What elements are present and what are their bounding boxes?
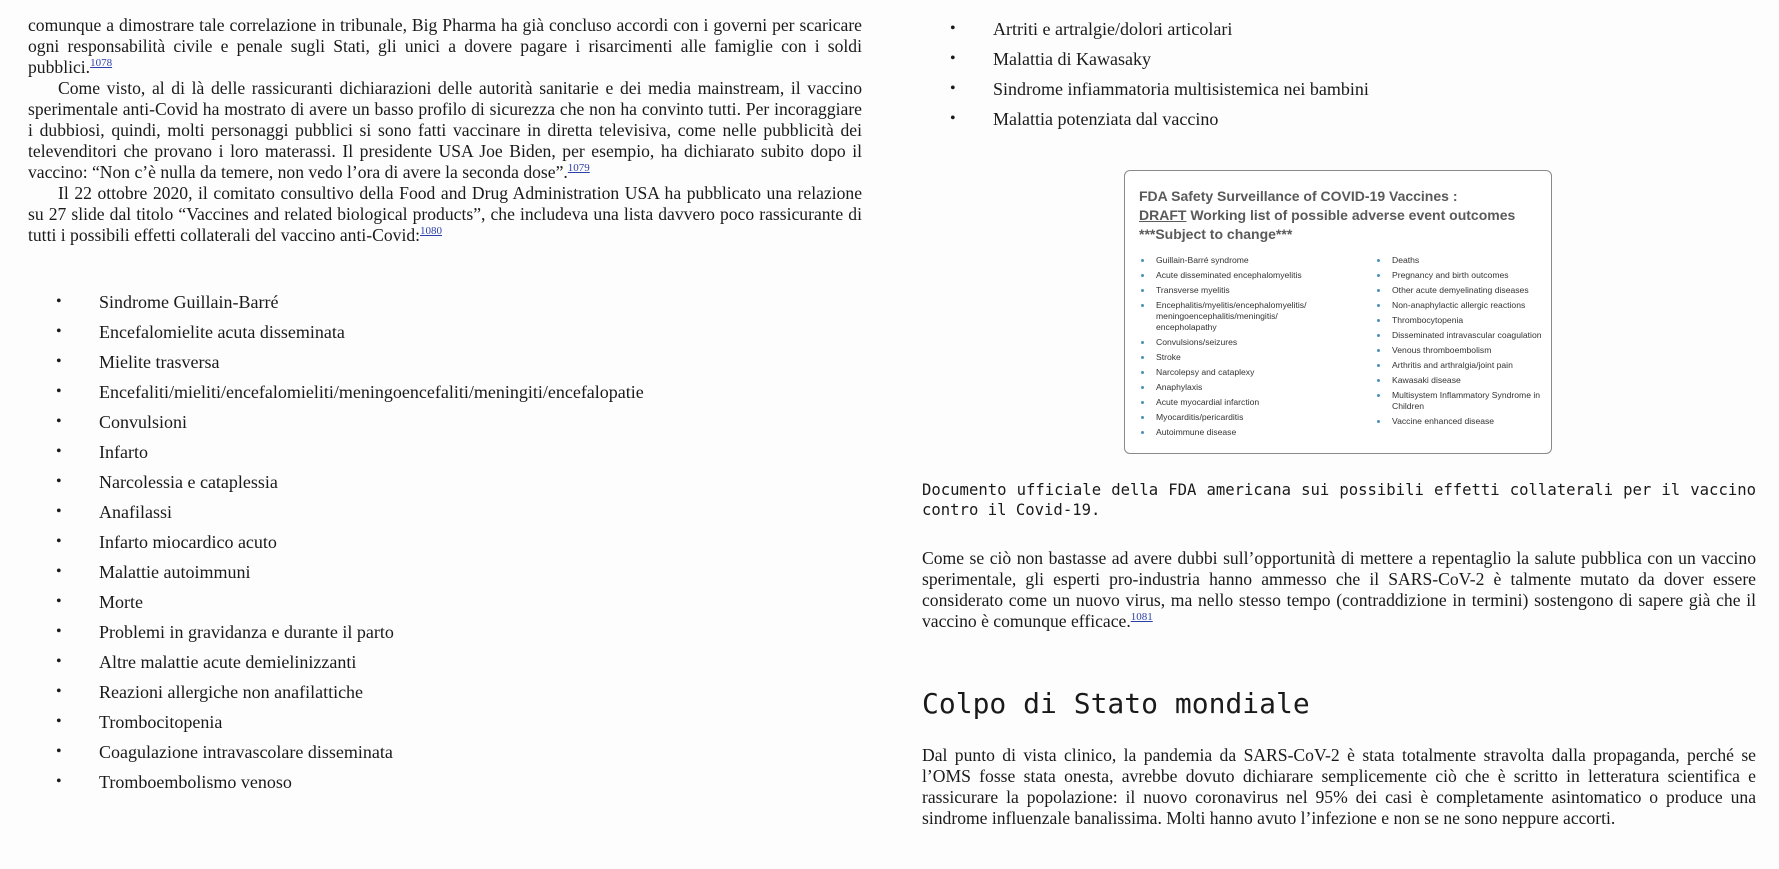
image-caption: Documento ufficiale della FDA americana sui possibili effetti collaterali per il vaccino contro il Covid-19. <box>922 481 1756 519</box>
side-effect-item-label: Sindrome infiammatoria multisistemica nei bambini <box>993 79 1369 99</box>
bullet-icon: • <box>56 773 62 790</box>
side-effect-item <box>28 437 862 467</box>
bullet-icon: • <box>56 413 62 430</box>
fda-outcome-item: Narcolepsy and cataplexy <box>1137 367 1337 378</box>
side-effect-item <box>922 74 1756 104</box>
fda-outcome-item: Thrombocytopenia <box>1373 315 1543 326</box>
side-effect-item-label: Mielite trasversa <box>99 352 220 372</box>
side-effect-item <box>28 737 862 767</box>
footnote-link[interactable]: 1081 <box>1130 611 1153 624</box>
bullet-icon: • <box>950 80 956 97</box>
side-effect-item <box>28 497 862 527</box>
side-effect-item-label: Artriti e artralgie/dolori articolari <box>993 19 1233 39</box>
side-effect-item <box>28 647 862 677</box>
fda-outcome-item: Stroke <box>1137 352 1337 363</box>
side-effect-item-label: Infarto <box>99 442 148 462</box>
bullet-icon: • <box>950 110 956 127</box>
fda-outcome-item: Other acute demyelinating diseases <box>1373 285 1543 296</box>
fda-slide-image <box>1124 170 1552 454</box>
side-effect-item <box>28 677 862 707</box>
side-effect-item-label: Coagulazione intravascolare disseminata <box>99 742 393 762</box>
side-effect-item-label: Infarto miocardico acuto <box>99 532 277 552</box>
side-effect-item-label: Encefalomielite acuta disseminata <box>99 322 345 342</box>
bullet-icon: • <box>950 20 956 37</box>
side-effect-item <box>28 527 862 557</box>
bullet-icon: • <box>56 473 62 490</box>
bullet-icon: • <box>56 743 62 760</box>
side-effect-item-label: Encefaliti/mieliti/encefalomieliti/meningoencefaliti/meningiti/encefalopatie <box>99 382 644 402</box>
bullet-icon: • <box>56 323 62 340</box>
bullet-icon: • <box>56 713 62 730</box>
footnote-ref-1078[interactable] <box>90 57 112 69</box>
bullet-icon: • <box>56 593 62 610</box>
side-effect-item-label: Narcolessia e cataplessia <box>99 472 278 492</box>
side-effects-list-continued <box>922 14 1756 134</box>
footnote-ref-1079[interactable] <box>568 162 590 174</box>
side-effect-item-label: Sindrome Guillain-Barré <box>99 292 279 312</box>
draft-label: DRAFT <box>1139 207 1187 223</box>
side-effect-item <box>922 14 1756 44</box>
bullet-icon: • <box>56 563 62 580</box>
fda-slide-title: FDA Safety Surveillance of COVID-19 Vaccines : DRAFT Working list of possible adverse event outcomes ***Subject to change*** <box>1139 188 1516 242</box>
bullet-icon: • <box>56 443 62 460</box>
bullet-icon: • <box>56 533 62 550</box>
side-effect-item <box>922 104 1756 134</box>
fda-list-left <box>1137 255 1337 442</box>
fda-outcome-item: Autoimmune disease <box>1137 427 1337 438</box>
bullet-icon: • <box>56 383 62 400</box>
paragraph-settlement: comunque a dimostrare tale correlazione in tribunale, Big Pharma ha già concluso accordi con i governi per scaricare ogni responsabilità civile e penale sugli Stati, gli unici a dovere pagare i risarcimenti alle famiglie con i soldi pubblici.$^{1078}$ <box>28 15 862 77</box>
fda-outcome-item: Vaccine enhanced disease <box>1373 416 1543 427</box>
fda-outcome-item: Convulsions/seizures <box>1137 337 1337 348</box>
side-effect-item <box>28 587 862 617</box>
bullet-icon: • <box>56 623 62 640</box>
side-effect-item-label: Malattia potenziata dal vaccino <box>993 109 1219 129</box>
fda-outcome-item: Multisystem Inflammatory Syndrome in Children <box>1373 390 1543 412</box>
side-effect-item-label: Morte <box>99 592 143 612</box>
fda-list-right <box>1373 255 1543 431</box>
fda-outcome-item: Myocarditis/pericarditis <box>1137 412 1337 423</box>
fda-outcome-item: Arthritis and arthralgia/joint pain <box>1373 360 1543 371</box>
footnote-link[interactable]: 1079 <box>567 162 590 175</box>
side-effect-item <box>922 44 1756 74</box>
fda-outcome-item: Anaphylaxis <box>1137 382 1337 393</box>
section-heading: Colpo di Stato mondiale <box>922 687 1310 720</box>
side-effect-item <box>28 377 862 407</box>
side-effect-item-label: Malattie autoimmuni <box>99 562 251 582</box>
fda-outcome-item: Transverse myelitis <box>1137 285 1337 296</box>
footnote-ref-1081[interactable] <box>1131 611 1153 623</box>
side-effect-item <box>28 467 862 497</box>
side-effect-item-label: Trombocitopenia <box>99 712 223 732</box>
side-effect-item-label: Problemi in gravidanza e durante il parto <box>99 622 394 642</box>
fda-outcome-item: Disseminated intravascular coagulation <box>1373 330 1543 341</box>
footnote-link[interactable]: 1078 <box>90 57 113 70</box>
fda-outcome-item: Non-anaphylactic allergic reactions <box>1373 300 1543 311</box>
side-effect-item <box>28 287 862 317</box>
bullet-icon: • <box>950 50 956 67</box>
fda-outcome-item: Pregnancy and birth outcomes <box>1373 270 1543 281</box>
fda-outcome-item: Kawasaki disease <box>1373 375 1543 386</box>
side-effect-item-label: Reazioni allergiche non anafilattiche <box>99 682 364 702</box>
bullet-icon: • <box>56 503 62 520</box>
paragraph-public-figures: Come visto, al di là delle rassicuranti dichiarazioni delle autorità sanitarie e dei media mainstream, il vaccino sperimentale anti-Covid ha mostrato di avere un basso profilo di sicurezza che non ha convinto tutti. Per incoraggiare i dubbiosi, quindi, molti personaggi pubblici si sono fatti vaccinare in diretta televisiva, come nelle pubblicità dei televenditori che provano i loro materassi. Il presidente USA Joe Biden, per esempio, ha dichiarato subito dopo il vaccino: “Non c’è nulla da temere, non vedo l’ora di avere la seconda dose”.$^{1079}$ <box>28 78 862 182</box>
side-effect-item-label: Malattia di Kawasaky <box>993 49 1151 69</box>
side-effect-item <box>28 557 862 587</box>
fda-outcome-item: Acute myocardial infarction <box>1137 397 1337 408</box>
side-effect-item <box>28 407 862 437</box>
bullet-icon: • <box>56 293 62 310</box>
side-effect-item <box>28 317 862 347</box>
left-column <box>28 0 862 797</box>
fda-outcome-item: Deaths <box>1373 255 1543 266</box>
side-effect-item <box>28 347 862 377</box>
bullet-icon: • <box>56 353 62 370</box>
side-effect-item-label: Tromboembolismo venoso <box>99 772 292 792</box>
right-column <box>922 0 1756 134</box>
fda-outcome-item: Encephalitis/myelitis/encephalomyelitis/ meningoencephalitis/meningitis/ encepholapathy <box>1137 300 1337 333</box>
footnote-link[interactable]: 1080 <box>420 225 443 238</box>
side-effect-item <box>28 617 862 647</box>
side-effects-list <box>28 287 862 797</box>
paragraph-new-virus: Come se ciò non bastasse ad avere dubbi sull’opportunità di mettere a repentaglio la salute pubblica con un vaccino sperimentale, gli esperti pro-industria hanno ammesso che il SARS-CoV-2 è talmente mutato da dover essere considerato come un nuovo virus, ma nello stesso tempo (contraddizione in termini) sostengono di sapere già che il vaccino è comunque efficace.$^{1081}$ <box>922 548 1756 631</box>
fda-outcome-item: Venous thromboembolism <box>1373 345 1543 356</box>
side-effect-item <box>28 707 862 737</box>
paragraph-fda-report: Il 22 ottobre 2020, il comitato consultivo della Food and Drug Administration USA ha pubblicato una relazione su 27 slide dal titolo “Vaccines and related biological products”, che includeva una lista davvero poco rassicurante di tutti i possibili effetti collaterali del vaccino anti-Covid:$^{1080}$ <box>28 183 862 245</box>
footnote-ref-1080[interactable] <box>420 225 442 237</box>
bullet-icon: • <box>56 683 62 700</box>
fda-outcome-item: Guillain-Barré syndrome <box>1137 255 1337 266</box>
side-effect-item <box>28 767 862 797</box>
paragraph-clinical: Dal punto di vista clinico, la pandemia da SARS-CoV-2 è stata totalmente stravolta dalla propaganda, perché se l’OMS fosse stata onesta, avrebbe dovuto dichiarare semplicemente ciò che è scritto in letteratura scientifica e rassicurare la popolazione: il nuovo coronavirus nel 95% dei casi è completamente asintomatico o produce una sindrome influenzale banalissima. Molti hanno avuto l’infezione e non se ne sono neppure accorti. <box>922 745 1756 828</box>
side-effect-item-label: Altre malattie acute demielinizzanti <box>99 652 357 672</box>
fda-outcome-item: Acute disseminated encephalomyelitis <box>1137 270 1337 281</box>
bullet-icon: • <box>56 653 62 670</box>
side-effect-item-label: Anafilassi <box>99 502 172 522</box>
side-effect-item-label: Convulsioni <box>99 412 188 432</box>
